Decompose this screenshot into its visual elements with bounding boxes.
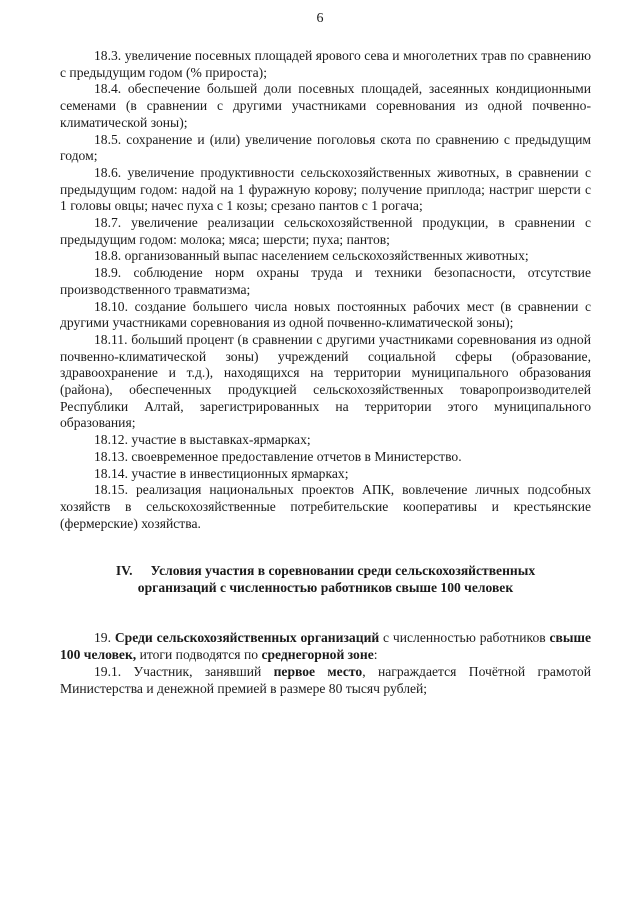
bold-text: Среди сельскохозяйственных организаций <box>114 630 380 646</box>
list-item: 18.6. увеличение продуктивности сельскохозяйственных животных, в сравнении с предыдущим годом: надой на 1 фуражную корову; получение приплода; настриг шерсти с 1 головы овцы; начес пуха с 1 козы; срезано пантов с 1 рогача; <box>60 164 591 214</box>
list-item: 18.12. участие в выставках-ярмарках; <box>94 432 311 448</box>
list-item: 18.7. увеличение реализации сельскохозяйственной продукции, в сравнении с предыдущим годом: молока; мяса; шерсти; пуха; пантов; <box>60 215 591 247</box>
list-item: 18.8. организованный выпас населением сельскохозяйственных животных; <box>94 248 529 264</box>
paragraph-19 <box>60 630 591 663</box>
page-number: 6 <box>316 11 324 26</box>
section-heading-line <box>60 562 591 579</box>
paragraph-number: 19. <box>94 630 111 646</box>
section-number: IV. <box>115 563 133 579</box>
list-item: 18.3. увеличение посевных площадей ярового сева и многолетних трав по сравнению с предыдущим годом (% прироста); <box>60 48 591 80</box>
list-item: 18.11. больший процент (в сравнении с другими участниками соревнования из одной почвенно-климатической зоны) учреждений социальной сферы (образование, здравоохранение и т.д.), находящихся на территории муниципального образования (района), обеспеченных продукцией сельскохозяйственных товаропроизводителей Республики Алтай, зарегистрированных на территории этого муниципального образования; <box>60 331 591 431</box>
list-item: 18.13. своевременное предоставление отчетов в Министерство. <box>94 448 462 464</box>
bold-text: свыше 100 человек, <box>60 630 591 663</box>
list-item: 18.10. создание большего числа новых постоянных рабочих мест (в сравнении с другими участниками соревнования из одной почвенно-климатической зоны); <box>60 298 591 331</box>
list-item: 18.9. соблюдение норм охраны труда и техники безопасности, отсутствие производственного травматизма; <box>60 265 591 297</box>
bold-text: среднегорной зоне <box>261 647 374 663</box>
paragraph-text: 19.1. Участник, занявший <box>94 663 274 679</box>
list-item: 18.4. обеспечение большей доли посевных площадей, засеянных кондиционными семенами (в сравнении с другими участниками соревнования из одной почвенно-климатической зоны); <box>60 81 591 130</box>
bold-text: первое место <box>273 663 363 679</box>
list-item: 18.15. реализация национальных проектов АПК, вовлечение личных подсобных хозяйств в сельскохозяйственные потребительские кооперативы и крестьянские (фермерские) хозяйства. <box>60 482 591 531</box>
section-heading <box>60 562 591 596</box>
paragraph-text: , награждается Почётной грамотой Министерства и денежной премией в размере 80 тысяч рублей; <box>60 663 591 696</box>
paragraph-19-1 <box>60 664 591 697</box>
paragraph-text: с численностью работников <box>379 630 550 646</box>
section-title-line2: организаций с численностью работников свыше 100 человек <box>137 580 514 596</box>
list-item: 18.5. сохранение и (или) увеличение поголовья скота по сравнению с предыдущим годом; <box>60 131 591 164</box>
list-item: 18.14. участие в инвестиционных ярмарках; <box>94 465 349 481</box>
paragraph-text: : <box>373 647 378 663</box>
paragraph-text: итоги подводятся по <box>136 647 262 663</box>
document-body <box>60 48 591 697</box>
section-title-line1: Условия участия в соревновании среди сельскохозяйственных <box>150 563 536 579</box>
